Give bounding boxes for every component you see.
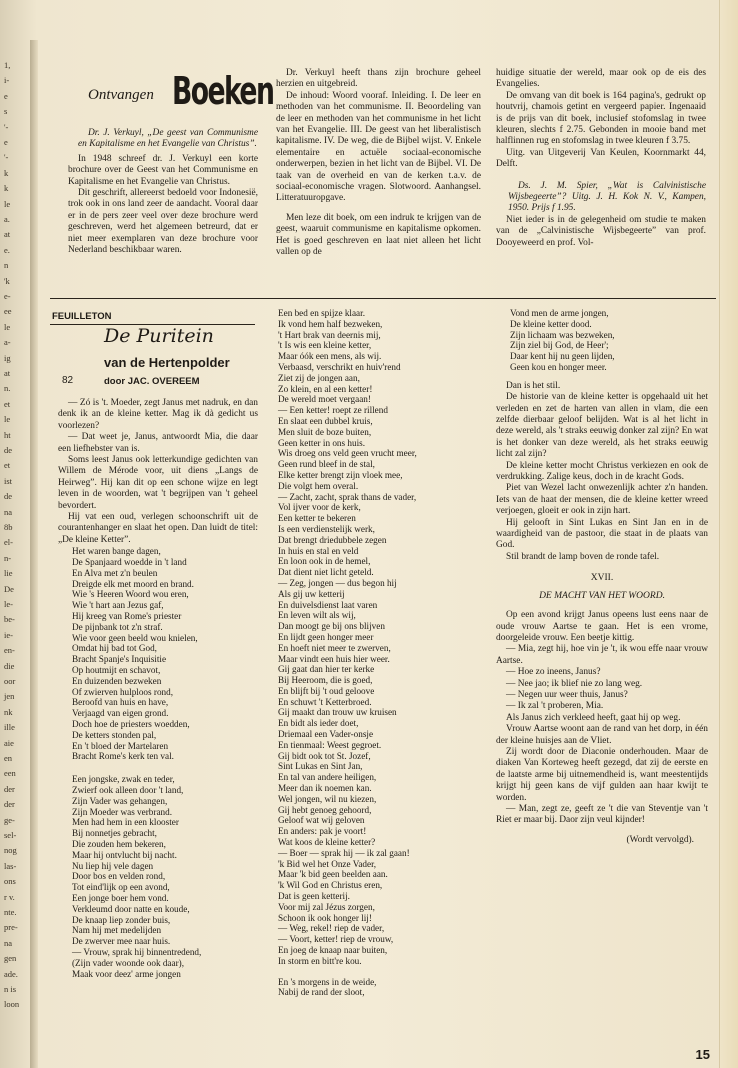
- margin-fragment: k: [4, 183, 9, 194]
- margin-fragment: e-: [4, 291, 11, 301]
- margin-fragment: een: [4, 768, 16, 779]
- paragraph: De omvang van dit boek is 164 pagina's, gedrukt op houtvrij, chamois getint en vergeerd papier. Ingenaaid is de prijs van dit boek, inclusief stofomslag in twee kleuren, slechts f 2.75. Gebonden in mooie band met halflinnen rug en stofomslag in twee kleuren f 3.75.: [496, 90, 706, 147]
- verse-line: En anders: pak je voort!: [278, 826, 367, 837]
- verse-line: Dan moogt ge bij ons blijven: [278, 621, 385, 632]
- verse-line: Men had hem in een klooster: [72, 817, 179, 828]
- verse-line: Een jonge boer hem vond.: [72, 892, 169, 903]
- verse-line: Geen kou en honger meer.: [510, 361, 607, 372]
- verse-line: Nabij de rand der sloot,: [278, 987, 365, 998]
- verse-line: Zijn Moeder was verbrand.: [72, 806, 173, 817]
- story-paragraph: Hij vat een oud, verlegen schoonschrift uit de courantenhanger en slaat het open. Dan luidt de titel: „De kleine Ketter”.: [58, 512, 258, 545]
- story-paragraph: — Mia, zegt hij, hoe vin je 't, ik wou effe naar vrouw Aartse.: [496, 644, 708, 666]
- verse-line: Men sluit de boze buiten,: [278, 426, 372, 437]
- books-column-3: [496, 68, 706, 249]
- verse-line: Wat koos de kleine ketter?: [278, 837, 376, 848]
- verse-line: Gij hebt genoeg gehoord,: [278, 804, 372, 815]
- margin-fragment: nte.: [4, 907, 17, 917]
- verse-line: Een jongske, zwak en teder,: [72, 774, 175, 785]
- story-paragraph: — Negen uur weer thuis, Janus?: [506, 689, 628, 700]
- verse-line: Geloof wat wij geloven: [278, 815, 365, 826]
- feuilleton-label: FEUILLETON: [52, 311, 112, 322]
- verse-line: Ik vond hem half bezweken,: [278, 318, 383, 329]
- margin-fragment: jen: [4, 691, 15, 702]
- verse-line: Maak voor deez' arme jongen: [72, 968, 181, 979]
- books-column-1: [68, 128, 258, 256]
- verse-line: Verjaagd van eigen grond.: [72, 708, 169, 719]
- verse-line: En duizenden bezweken: [72, 675, 162, 686]
- margin-fragment: de: [4, 491, 13, 502]
- spacer: [278, 967, 483, 977]
- verse-line: De kleine ketter dood.: [510, 318, 592, 329]
- margin-fragment: nog: [4, 845, 17, 856]
- verse-line: Wie 't hart aan Jezus gaf,: [72, 600, 164, 611]
- verse-line: En tienmaal: Weest gegroet.: [278, 739, 382, 750]
- margin-fragment: s: [4, 106, 8, 117]
- magazine-page: [48, 56, 718, 1066]
- margin-fragment: n: [4, 260, 9, 271]
- verse-line: En loon ook in de hemel,: [278, 556, 371, 567]
- margin-fragment: le-: [4, 599, 13, 609]
- verse-line: Sint Lukas en Sint Jan,: [278, 761, 363, 772]
- verse-line: En Alva met z'n beulen: [72, 567, 158, 578]
- verse-line: Een ketter te bekeren: [278, 513, 356, 524]
- header-boeken: Boeken: [172, 69, 274, 113]
- margin-fragment: gen: [4, 953, 17, 964]
- verse-line: In huis en stal en veld: [278, 545, 359, 556]
- story-paragraph: — Ik zal 't proberen, Mia.: [506, 701, 604, 712]
- verse-line: En slaat een dubbel kruis,: [278, 415, 373, 426]
- spacer: [496, 373, 708, 381]
- margin-fragment: a.: [4, 214, 10, 224]
- verse-line: Daar kent hij nu geen lijden,: [510, 351, 615, 362]
- margin-fragment: at: [4, 368, 11, 378]
- story-paragraph: Vrouw Aartse woont aan de rand van het dorp, in één der kleine huisjes aan de Vliet.: [496, 724, 708, 746]
- margin-fragment: en-: [4, 645, 15, 656]
- margin-fragment: nk: [4, 706, 13, 717]
- verse-line: Die zouden hem bekeren,: [72, 839, 166, 849]
- paragraph: In 1948 schreef dr. J. Verkuyl een korte brochure over de Geest van het Communisme en Kapitalisme en het Evangelie van Christus.: [68, 153, 258, 187]
- story-paragraph: Piet van Wezel lacht onwezenlijk achter z'n handen. Iets van de haat der mensen, die de kleine ketter wreed verjoegen, gloeit er ook in zijn hart.: [496, 483, 708, 517]
- verse-line: Wis droeg ons veld geen vrucht meer,: [278, 448, 417, 459]
- margin-fragment: n is: [4, 984, 17, 994]
- verse-line: Zijn Vader was gehangen,: [72, 795, 168, 806]
- margin-fragment: i-: [4, 75, 10, 86]
- margin-fragment: a-: [4, 337, 11, 348]
- verse-line: Gij maakt dan trouw uw kruisen: [278, 707, 397, 718]
- verse-line: 't Is wis een kleine ketter,: [278, 340, 372, 351]
- margin-fragment: die: [4, 660, 15, 671]
- verse-line: En joeg de knaap naar buiten,: [278, 945, 388, 956]
- verse-line: En hoeft niet meer te zwerven,: [278, 642, 391, 653]
- margin-fragment: et: [4, 398, 11, 409]
- chapter-number: XVII.: [590, 573, 614, 584]
- verse-line: Wel jongen, wil nu kiezen,: [278, 793, 377, 804]
- verse-line: Hij kreeg van Rome's priester: [72, 611, 182, 622]
- verse-line: — Weg, rekel! riep de vader,: [278, 923, 385, 934]
- verse-line: — Vrouw, sprak hij binnentredend,: [72, 946, 202, 957]
- verse-line: Schoon ik ook honger lij!: [278, 912, 372, 923]
- verse-line: Voor mij zal Jézus zorgen,: [278, 901, 375, 912]
- margin-fragment: n-: [4, 552, 12, 563]
- margin-fragment: 1,: [4, 60, 11, 70]
- story-paragraph: Als Janus zich verkleed heeft, gaat hij op weg.: [506, 712, 681, 723]
- story-column-2: [278, 308, 483, 998]
- verse-line: Maar hij ontvlucht bij nacht.: [72, 849, 177, 860]
- to-be-continued: (Wordt vervolgd).: [626, 834, 694, 845]
- verse-line: Zijn lichaam was bezweken,: [510, 329, 615, 340]
- paragraph: De inhoud: Woord vooraf. Inleiding. I. De leer en methoden van het communisme. II. Beoordeling van de leer en methoden van het communisme in het licht van het Evangelie. III. De geest van het liberalistisch kapitalisme. IV. De weg, die de Bijbel wijst. V. Enkele elementaire en actuële sociaal-economische onderwerpen, bezien in het licht van de Bijbel. VI. De taak van de overheid en van de kerken t.a.v. de sociaal-economische vragen. Slotwoord. Aanhangsel. Litteratuuropgave.: [276, 90, 481, 204]
- verse-line: De wereld moet vergaan!: [278, 394, 371, 405]
- verse-line: En schuwt 't Ketterbroed.: [278, 696, 372, 707]
- margin-fragment: ht: [4, 429, 11, 440]
- margin-fragment: 8b: [4, 522, 13, 532]
- verse-line: Gij gaat dan hier ter kerke: [278, 664, 375, 675]
- margin-fragment: las-: [4, 860, 17, 871]
- verse-line: Nam hij met medelijden: [72, 925, 162, 936]
- story-title: De Puritein: [104, 325, 214, 347]
- margin-fragment: e.: [4, 244, 10, 255]
- story-paragraph: — Dat weet je, Janus, antwoordt Mia, die daar een liefhebster van is.: [58, 432, 258, 454]
- chapter-title: DE MACHT VAN HET WOORD.: [539, 590, 665, 601]
- spacer: [58, 762, 258, 774]
- margin-fragment: lie: [4, 568, 13, 579]
- verse-line: Verkleumd door natte en koude,: [72, 903, 190, 914]
- verse-line: De pijnbank tot z'n straf.: [72, 621, 163, 632]
- verse-line: Maar vindt een huis hier weer.: [278, 653, 390, 664]
- verse-line: Is een verdienstelijk werk,: [278, 523, 375, 534]
- margin-fragment: loon: [4, 999, 20, 1010]
- verse-line: Door bos en velden rond,: [72, 871, 166, 882]
- verse-line: — Een ketter! roept ze rillend: [278, 405, 388, 416]
- books-section-header: [50, 69, 274, 113]
- margin-fragment: el-: [4, 537, 13, 548]
- verse-line: Vol ijver voor de kerk,: [278, 502, 361, 513]
- paragraph: huidige situatie der wereld, maar ook op de eis des Evangelies.: [496, 68, 706, 90]
- installment-number: 82: [62, 375, 74, 386]
- verse-line: Doch hoe de priesters woedden,: [72, 719, 190, 730]
- story-paragraph: — Zó is 't. Moeder, zegt Janus met nadruk, en dan denk ik an de kleine ketter. Mag ik dà gedicht us voorlezen?: [58, 398, 258, 431]
- verse-line: Of zwierven hulploos rond,: [72, 686, 174, 697]
- margin-fragment: '-: [4, 152, 9, 163]
- story-paragraph: De kleine ketter mocht Christus verkiezen en ook de verdrukking. Zalige keus, doch in de kracht Gods.: [496, 460, 708, 483]
- verse-line: En duivelsdienst laat varen: [278, 599, 378, 610]
- story-column-1: [58, 398, 258, 979]
- story-author: door JAC. OVEREEM: [104, 376, 200, 387]
- verse-line: Zo klein, en al een ketter!: [278, 383, 373, 394]
- margin-fragment: r v.: [4, 891, 15, 902]
- verse-line: Geen ketter in ons huis.: [278, 437, 366, 448]
- story-paragraph: Dan is het stil.: [506, 380, 561, 391]
- verse-line: En 't bloed der Martelaren: [72, 740, 169, 751]
- paragraph: Dr. Verkuyl heeft thans zijn brochure geheel herzien en uitgebreid.: [276, 68, 481, 90]
- margin-fragment: et: [4, 460, 11, 471]
- margin-fragment: ge-: [4, 814, 15, 825]
- margin-fragment: at: [4, 229, 11, 240]
- margin-fragment: der: [4, 799, 15, 810]
- verse-line: De zwerver mee naar huis.: [72, 936, 171, 947]
- feuilleton-title-block: [50, 324, 255, 395]
- verse-line: (Zijn vader woonde ook daar),: [72, 957, 184, 968]
- verse-line: Maar 'k bid geen beelden aan.: [278, 869, 388, 880]
- margin-fragment: ee: [4, 306, 12, 317]
- margin-fragment: der: [4, 783, 15, 794]
- margin-fragment: n.: [4, 383, 11, 394]
- verse-line: Maar óók een mens, als wij.: [278, 351, 382, 362]
- verse-line: De ketters stonden pal,: [72, 729, 157, 740]
- margin-fragment: 'k: [4, 275, 10, 286]
- verse-line: Tot eind'lijk op een avond,: [72, 882, 170, 893]
- story-paragraph: De historie van de kleine ketter is opgehaald uit het verleden en zet de harten van allen in vlam, die een zelfde dierbaar geloof belijden. Wat is al het licht in deze wereld, als 't straks eeuwig donker zal zijn? En wat is het donker van deze wereld, als het straks eeuwig licht zal zijn?: [496, 392, 708, 460]
- margin-fragment: e: [4, 90, 8, 101]
- verse-line: En tal van andere heiligen,: [278, 772, 377, 783]
- verse-line: De knaap liep zonder buis,: [72, 914, 171, 925]
- margin-fragment: e: [4, 137, 8, 147]
- margin-fragment: oor: [4, 676, 16, 686]
- margin-fragment: le: [4, 198, 11, 209]
- verse-line: — Zeg, jongen — dus begon hij: [278, 577, 397, 588]
- verse-line: Meer dan ik noemen kan.: [278, 783, 372, 794]
- verse-line: — Boer — sprak hij — ik zal gaan!: [278, 847, 410, 858]
- verse-line: Gij bidt ook tot St. Jozef,: [278, 750, 371, 761]
- verse-line: Bij nonnetjes gebracht,: [72, 828, 157, 839]
- verse-line: Beroofd van huis en have,: [72, 697, 169, 708]
- verse-line: Dat brengt driedubbele zegen: [278, 534, 387, 545]
- margin-fragment: k: [4, 167, 9, 178]
- margin-fragment: na: [4, 506, 13, 517]
- paragraph: Niet ieder is in de gelegenheid om studie te maken van de „Calvinistische Wijsbegeerte” van prof. Dooyeweerd en prof. Vol-: [496, 214, 706, 248]
- paragraph: Men leze dit boek, om een indruk te krijgen van de geest, waaruit communisme en kapitalisme opkomen. Het is goed geschreven en laat niet alleen het licht vallen op de: [276, 212, 481, 258]
- verse-line: In storm en bitt're kou.: [278, 955, 362, 966]
- verse-line: Dreigde elk met moord en brand.: [72, 578, 194, 589]
- verse-line: Geen rund bleef in de stal,: [278, 459, 375, 470]
- margin-fragment: ist: [4, 475, 13, 486]
- verse-line: Een bed en spijze klaar.: [278, 308, 365, 318]
- verse-line: Verbaasd, verschrikt en huiv'rend: [278, 361, 401, 372]
- margin-fragment: aie: [4, 737, 14, 748]
- verse-line: Zijn ziel bij God, de Heer';: [510, 340, 609, 351]
- verse-line: Bij Heeroom, die is goed,: [278, 675, 373, 686]
- story-paragraph: — Hoe zo ineens, Janus?: [506, 667, 601, 678]
- margin-fragment: ons: [4, 876, 16, 887]
- verse-line: 't Hart brak van deernis mij,: [278, 329, 381, 340]
- verse-line: 'k Bid wel het Onze Vader,: [278, 858, 377, 869]
- verse-line: Het waren bange dagen,: [72, 546, 161, 557]
- story-paragraph: Stil brandt de lamp boven de ronde tafel.: [506, 551, 660, 562]
- page-fold-shadow: [30, 40, 38, 1068]
- paragraph: Uitg. van Uitgeverij Van Keulen, Koornmarkt 44, Delft.: [496, 147, 706, 170]
- verse-line: — Voort, ketter! riep de vrouw,: [278, 934, 394, 945]
- story-paragraph: — Nee jao; ik blief nie zo lang weg.: [506, 678, 643, 689]
- verse-line: Ziet zij de jongen aan,: [278, 372, 360, 383]
- story-paragraph: — Man, zegt ze, geeft ze 't die van Steventje van 't Riet er maar bij. Daor zijn veul kijnder!: [496, 804, 708, 826]
- adjacent-page-margin: [0, 60, 32, 1060]
- verse-line: Dat dient niet licht geteld.: [278, 567, 374, 578]
- verse-line: En 's morgens in de weide,: [278, 976, 377, 987]
- verse-line: Als gij uw ketterij: [278, 588, 345, 599]
- verse-line: 'k Wil God en Christus eren,: [278, 880, 383, 891]
- margin-fragment: '-: [4, 121, 9, 132]
- verse-line: Elke ketter brengt zijn vloek mee,: [278, 469, 403, 480]
- page-number: 15: [695, 1046, 710, 1062]
- books-column-2: [276, 68, 481, 259]
- margin-fragment: De: [4, 583, 14, 594]
- margin-fragment: na: [4, 937, 13, 948]
- verse-line: De Spanjaard woedde in 't land: [72, 557, 187, 568]
- verse-line: Bracht Spanje's Inquisitie: [72, 654, 167, 665]
- page-edge: [719, 0, 738, 1068]
- verse-line: — Zacht, zacht, sprak thans de vader,: [278, 491, 417, 502]
- story-paragraph: Hij gelooft in Sint Lukas en Sint Jan en in de waardigheid van de pastoor, die staat in de plaats van God.: [496, 517, 708, 551]
- verse-line: En blijft bij 't oud geloove: [278, 685, 375, 696]
- verse-line: Wie 's Heeren Woord wou eren,: [72, 589, 189, 600]
- story-paragraph: Soms leest Janus ook letterkundige gedichten van Willem de Mérode voor, uit diens „Langs de Heirweg”. Hij kan dit op een schone wijze en legt leven in de woorden, wat 't begrijpen van 't geheel bevordert.: [58, 455, 258, 511]
- paragraph: Ds. J. M. Spier, „Wat is Calvinistische Wijsbegeerte”? Uitg. J. H. Kok N. V., Kampen, 1950. Prijs f 1.95.: [508, 180, 706, 214]
- verse-line: Dat is geen ketterij.: [278, 891, 350, 902]
- margin-fragment: en: [4, 753, 13, 763]
- verse-line: Die volgt hem overal.: [278, 480, 359, 491]
- header-ontvangen: Ontvangen: [88, 87, 154, 103]
- margin-fragment: ig: [4, 352, 11, 363]
- verse-line: Omdat hij bad tot God,: [72, 643, 157, 654]
- section-divider: [50, 298, 716, 299]
- verse-line: Driemaal een Vader-onsje: [278, 729, 374, 740]
- margin-fragment: pre-: [4, 922, 18, 933]
- margin-fragment: ie-: [4, 629, 13, 640]
- verse-line: Op houtmijt en schavot,: [72, 665, 161, 676]
- verse-line: Bracht Rome's kerk ten val.: [72, 751, 174, 762]
- verse-line: Zwierf ook alleen door 't land,: [72, 785, 184, 796]
- verse-line: Wie voor geen beeld wou knielen,: [72, 632, 198, 643]
- margin-fragment: be-: [4, 614, 15, 625]
- verse-line: En leven wilt als wij,: [278, 610, 356, 621]
- story-column-3: [496, 308, 708, 846]
- margin-fragment: le: [4, 321, 11, 332]
- story-subtitle: van de Hertenpolder: [104, 355, 230, 370]
- story-paragraph: Op een avond krijgt Janus opeens lust eens naar de oude vrouw Aartse te gaan. Het is een vrome, doorgeleide vrouw. Een beetje kittig.: [496, 610, 708, 643]
- margin-fragment: le: [4, 414, 11, 425]
- margin-fragment: ille: [4, 722, 15, 733]
- margin-fragment: de: [4, 445, 13, 455]
- verse-line: En lijdt geen honger meer: [278, 631, 374, 642]
- verse-line: En bidt als ieder doet,: [278, 718, 359, 729]
- verse-line: Nu liep hij vele dagen: [72, 860, 154, 871]
- paragraph: Dit geschrift, allereerst bedoeld voor Indonesië, trok ook in ons land zeer de aandacht. Vooral daar er in de pers zeer veel over deze brochure werd geschreven, werd het algemeen betreurd, dat er niet meer exemplaren van deze brochure voor Nederland beschikbaar waren.: [68, 188, 258, 256]
- margin-fragment: sel-: [4, 830, 17, 840]
- paragraph: Dr. J. Verkuyl, „De geest van Communisme en Kapitalisme en het Evangelie van Christus”.: [78, 128, 258, 150]
- verse-line: Vond men de arme jongen,: [510, 308, 609, 318]
- margin-fragment: ade.: [4, 968, 18, 979]
- story-paragraph: Zij wordt door de Diaconie onderhouden. Maar de diaken Van Korteweg heeft gezegd, dat zij de eerste en de laatste arme bij uitnemendheid is, want meestentijds krijgt hij geen kans de vijf gulden aan haar kwijt te worden.: [496, 746, 708, 803]
